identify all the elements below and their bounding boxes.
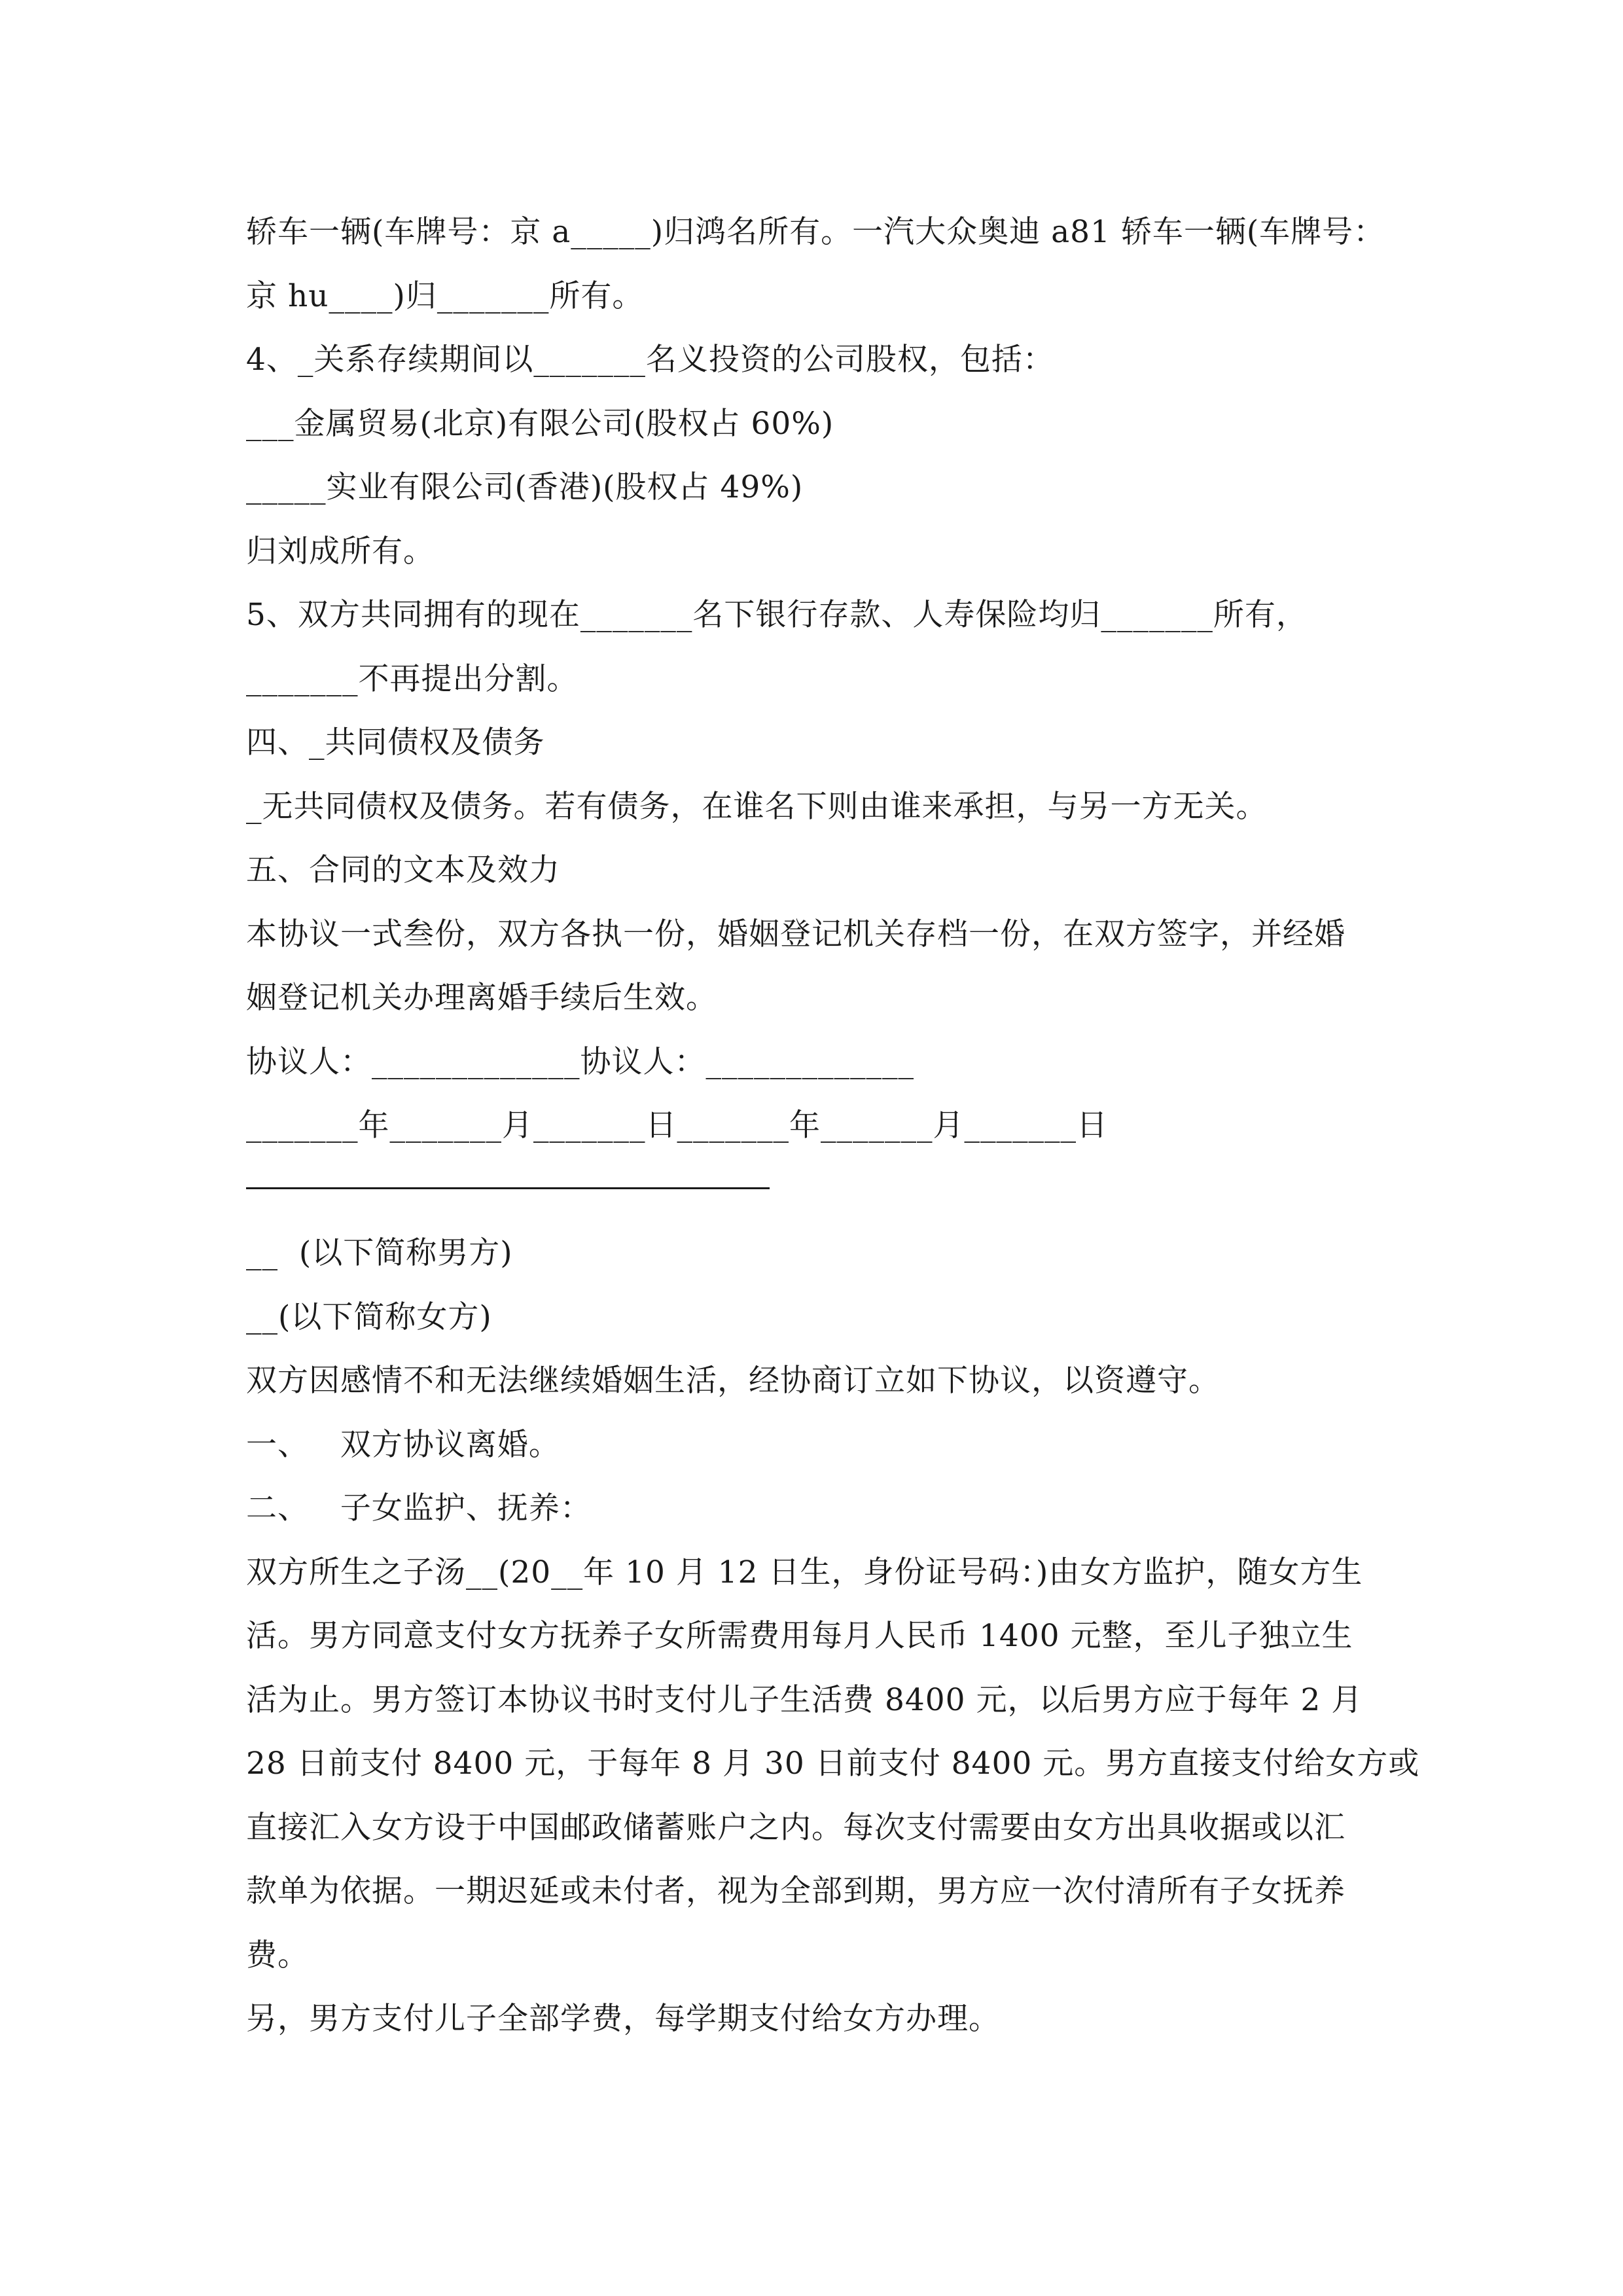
section-heading: 一、 双方协议离婚。 bbox=[246, 1426, 560, 1463]
text-line: 归刘成所有。 bbox=[246, 533, 435, 569]
text-line: 活为止。男方签订本协议书时支付儿子生活费 8400 元，以后男方应于每年 2 月 bbox=[246, 1681, 1363, 1718]
text-line: 轿车一辆(车牌号：京 a_____)归鸿名所有。一汽大众奥迪 a81 轿车一辆(车牌号： bbox=[246, 214, 1385, 250]
document-body bbox=[246, 200, 1420, 2051]
text-line: 4、_关系存续期间以_______名义投资的公司股权，包括： bbox=[246, 342, 1054, 378]
text-line: 活。男方同意支付女方抚养子女所需费用每月人民币 1400 元整，至儿子独立生 bbox=[246, 1618, 1353, 1654]
text-line: 京 hu____)归_______所有。 bbox=[246, 278, 644, 314]
text-line: 双方因感情不和无法继续婚姻生活，经协商订立如下协议，以资遵守。 bbox=[246, 1363, 1220, 1399]
text-line: __(以下简称女方) bbox=[246, 1299, 492, 1335]
section-heading: 五、合同的文本及效力 bbox=[246, 852, 560, 888]
text-line: 28 日前支付 8400 元，于每年 8 月 30 日前支付 8400 元。男方直接支付给女方或 bbox=[246, 1746, 1420, 1782]
text-line: 款单为依据。一期迟延或未付者，视为全部到期，男方应一次付清所有子女抚养 bbox=[246, 1873, 1346, 1909]
text-line: _______不再提出分割。 bbox=[246, 660, 579, 697]
text-line: 5、双方共同拥有的现在_______名下银行存款、人寿保险均归_______所有， bbox=[246, 597, 1308, 633]
text-line: _____实业有限公司(香港)(股权占 49%) bbox=[246, 469, 804, 505]
text-line: _无共同债权及债务。若有债务，在谁名下则由谁来承担，与另一方无关。 bbox=[246, 788, 1268, 825]
text-line: 姻登记机关办理离婚手续后生效。 bbox=[246, 980, 717, 1016]
section-heading: 四、_共同债权及债务 bbox=[246, 725, 545, 761]
text-line: 另，男方支付儿子全部学费，每学期支付给女方办理。 bbox=[246, 2001, 1000, 2037]
text-line: ___金属贸易(北京)有限公司(股权占 60%) bbox=[246, 405, 834, 442]
text-line: 本协议一式叁份，双方各执一份，婚姻登记机关存档一份，在双方签字，并经婚 bbox=[246, 916, 1346, 952]
text-line: 费。 bbox=[246, 1937, 309, 1973]
text-line: __ (以下简称男方) bbox=[246, 1235, 513, 1271]
date-line: _______年_______月_______日_______年_______月_______日 bbox=[246, 1107, 1108, 1143]
signature-line: 协议人：_____________协议人：_____________ bbox=[246, 1043, 914, 1080]
text-line: 双方所生之子汤__(20__年 10 月 12 日生，身份证号码：)由女方监护，随女方生 bbox=[246, 1554, 1363, 1590]
separator-rule bbox=[246, 1158, 1398, 1222]
separator-bar bbox=[246, 1187, 770, 1189]
text-line: 直接汇入女方设于中国邮政储蓄账户之内。每次支付需要由女方出具收据或以汇 bbox=[246, 1809, 1346, 1846]
section-heading: 二、 子女监护、抚养： bbox=[246, 1490, 592, 1526]
